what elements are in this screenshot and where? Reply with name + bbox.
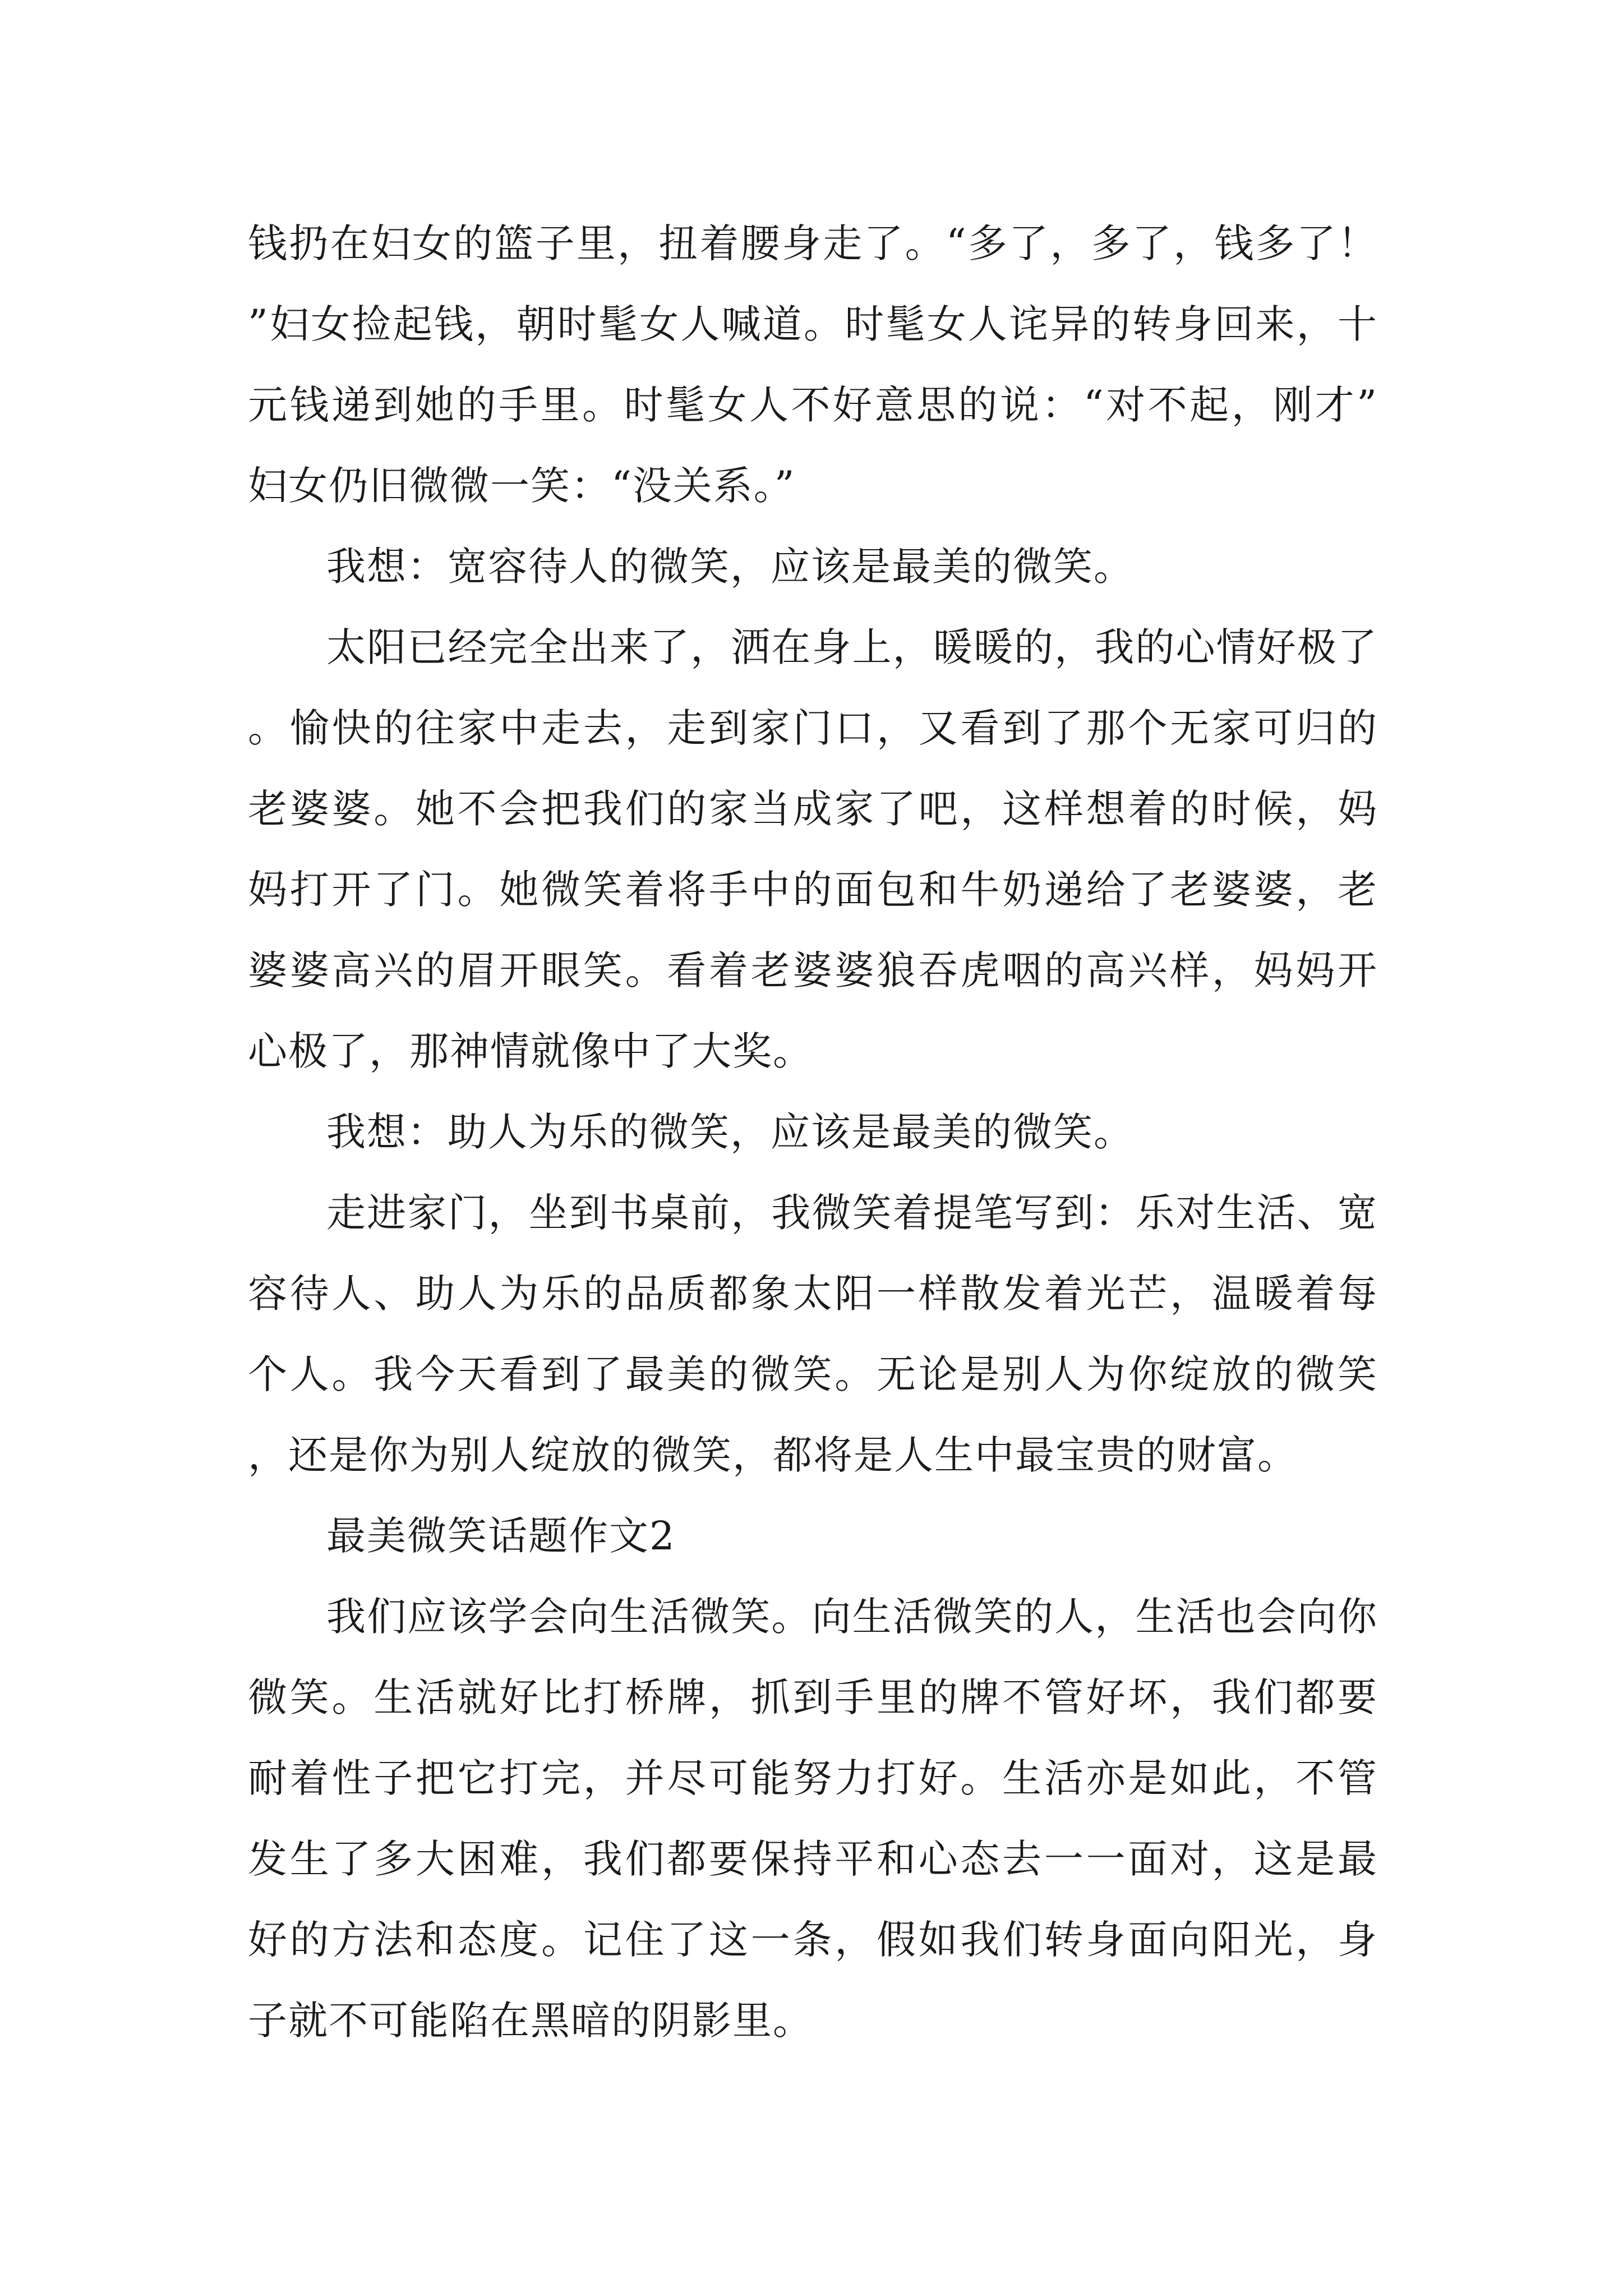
paragraph-continuation: 钱扔在妇女的篮子里，扭着腰身走了。“多了，多了，钱多了！”妇女捡起钱，朝时髦女人喊道。时髦女人诧异的转身回来，十元钱递到她的手里。时髦女人不好意思的说：“对不起，刚才”妇女仍旧微微一笑：“没关系。” <box>248 220 1378 509</box>
paragraph-thought-tolerance: 我想：宽容待人的微笑，应该是最美的微笑。 <box>326 544 1134 590</box>
document-body <box>248 203 1378 2061</box>
section-title: 最美微笑话题作文2 <box>326 1513 676 1559</box>
paragraph-desk: 走进家门，坐到书桌前，我微笑着提笔写到：乐对生活、宽容待人、助人为乐的品质都象太阳一样散发着光芒，温暖着每个人。我今天看到了最美的微笑。无论是别人为你绽放的微笑，还是你为别人绽放的微笑，都将是人生中最宝贵的财富。 <box>248 1190 1378 1478</box>
paragraph-life: 我们应该学会向生活微笑。向生活微笑的人，生活也会向你微笑。生活就好比打桥牌，抓到手里的牌不管好坏，我们都要耐着性子把它打完，并尽可能努力打好。生活亦是如此，不管发生了多大困难，我们都要保持平和心态去一一面对，这是最好的方法和态度。记住了这一条，假如我们转身面向阳光，身子就不可能陷在黑暗的阴影里。 <box>248 1594 1378 2044</box>
paragraph-sun: 太阳已经完全出来了，洒在身上，暖暖的，我的心情好极了。愉快的往家中走去，走到家门口，又看到了那个无家可归的老婆婆。她不会把我们的家当成家了吧，这样想着的时候，妈妈打开了门。她微笑着将手中的面包和牛奶递给了老婆婆，老婆婆高兴的眉开眼笑。看着老婆婆狼吞虎咽的高兴样，妈妈开心极了，那神情就像中了大奖。 <box>248 624 1378 1074</box>
paragraph-thought-helping: 我想：助人为乐的微笑，应该是最美的微笑。 <box>326 1109 1134 1155</box>
